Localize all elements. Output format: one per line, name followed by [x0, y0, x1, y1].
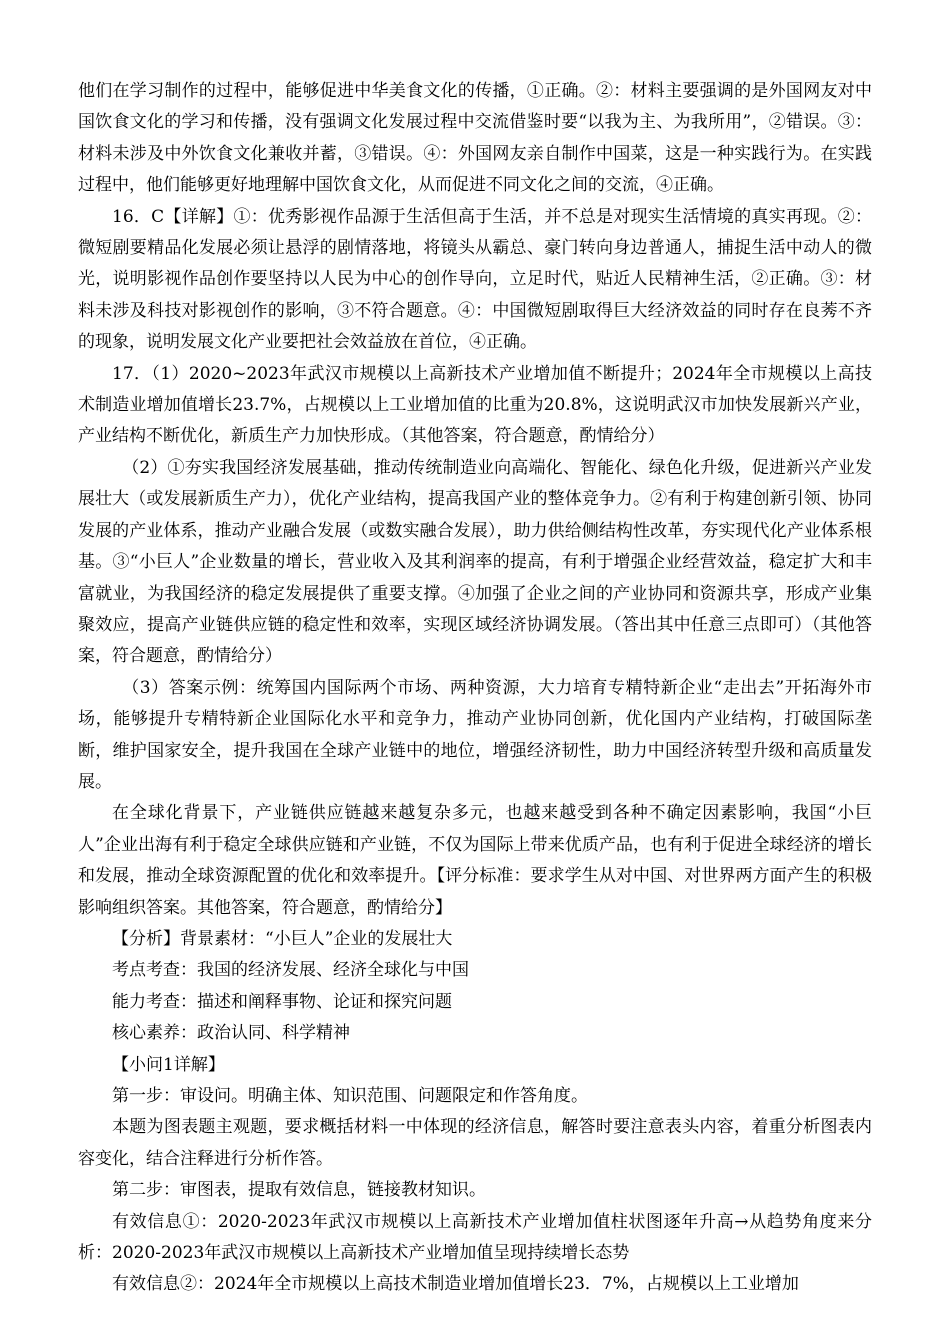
document-body: [78, 76, 872, 1301]
paragraph-q17-part3: （3）答案示例：统筹国内国际两个市场、两种资源，大力培育专精特新企业“走出去”开拓海外市场，能够提升专精特新企业国际化水平和竞争力，推动产业协同创新，优化国内产业结构，打破国际垄断，维护国家安全，提升我国在全球产业链中的地位，增强经济韧性，助力中国经济转型升级和高质量发展。: [78, 677, 872, 792]
paragraph-step1-detail: 本题为图表题主观题，要求概括材料一中体现的经济信息，解答时要注意表头内容，着重分析图表内容变化，结合注释进行分析作答。: [78, 1117, 872, 1169]
paragraph-globalization: 在全球化背景下，产业链供应链越来越复杂多元，也越来越受到各种不确定因素影响，我国“小巨人”企业出海有利于稳定全球供应链和产业链，不仅为国际上带来优质产品，也有利于促进全球经济的增长和发展，推动全球资源配置的优化和效率提升。【评分标准：要求学生从对中国、对世界两方面产生的积极影响组织答案。其他答案，符合题意，酌情给分】: [78, 803, 872, 918]
paragraph-info2: 有效信息②：2024年全市规模以上高技术制造业增加值增长23．7%，占规模以上工业增加: [112, 1274, 799, 1295]
paragraph-q17-part2: （2）①夯实我国经济发展基础，推动传统制造业向高端化、智能化、绿色化升级，促进新兴产业发展壮大（或发展新质生产力），优化产业结构，提高我国产业的整体竞争力。②有利于构建创新引领、协同发展的产业体系，推动产业融合发展（或数实融合发展），助力供给侧结构性改革，夯实现代化产业体系根基。③“小巨人”企业数量的增长，营业收入及其利润率的提高，有利于增强企业经营效益，稳定扩大和丰富就业，为我国经济的稳定发展提供了重要支撑。④加强了企业之间的产业协同和资源共享，形成产业集聚效应，提高产业链供应链的稳定性和效率，实现区域经济协调发展。（答出其中任意三点即可）（其他答案，符合题意，酌情给分）: [78, 457, 872, 667]
paragraph-subquestion-heading: 【小问1详解】: [112, 1054, 225, 1075]
paragraph-ability: 能力考查：描述和阐释事物、论证和探究问题: [112, 991, 452, 1012]
paragraph-step1: 第一步：审设问。明确主体、知识范围、问题限定和作答角度。: [112, 1086, 588, 1106]
paragraph-step2: 第二步：审图表，提取有效信息，链接教材知识。: [112, 1180, 486, 1201]
paragraph-q17-part1: 17．（1）2020~2023年武汉市规模以上高新技术产业增加值不断提升；2024年全市规模以上高技术制造业增加值增长23.7%，占规模以上工业增加值的比重为20.8%，这说明武汉市加快发展新兴产业，产业结构不断优化，新质生产力加快形成。（其他答案，符合题意，酌情给分）: [78, 363, 872, 447]
paragraph-info1: 有效信息①：2020-2023年武汉市规模以上高新技术产业增加值柱状图逐年升高→从趋势角度来分析：2020-2023年武汉市规模以上高新技术产业增加值呈现持续增长态势: [78, 1211, 872, 1264]
paragraph-core-literacy: 核心素养：政治认同、科学精神: [112, 1023, 350, 1044]
paragraph-analysis-background: 【分析】背景素材：“小巨人”企业的发展壮大: [112, 928, 453, 949]
paragraph-exam-points: 考点考查：我国的经济发展、经济全球化与中国: [112, 960, 469, 981]
paragraph-q16: 16．C【详解】①：优秀影视作品源于生活但高于生活，并不总是对现实生活情境的真实再现。②：微短剧要精品化发展必须让悬浮的剧情落地，将镜头从霸总、豪门转向身边普通人，捕捉生活中动人的微光，说明影视作品创作要坚持以人民为中心的创作导向，立足时代，贴近人民精神生活，②正确。③：材料未涉及科技对影视创作的影响，③不符合题意。④：中国微短剧取得巨大经济效益的同时存在良莠不齐的现象，说明发展文化产业要把社会效益放在首位，④正确。: [78, 206, 872, 353]
paragraph-continuation: 他们在学习制作的过程中，能够促进中华美食文化的传播，①正确。②：材料主要强调的是外国网友对中国饮食文化的学习和传播，没有强调文化发展过程中交流借鉴时要“以我为主、为我所用”，②错误。③：材料未涉及中外饮食文化兼收并蓄，③错误。④：外国网友亲自制作中国菜，这是一种实践行为。在实践过程中，他们能够更好地理解中国饮食文化，从而促进不同文化之间的交流，④正确。: [78, 81, 872, 196]
